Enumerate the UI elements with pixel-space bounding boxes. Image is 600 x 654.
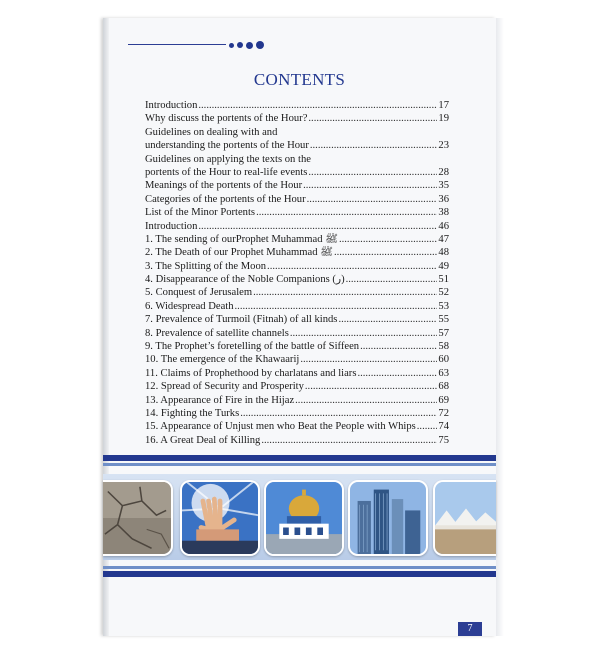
header-rule [128,44,226,45]
toc-entry-title: 4. Disappearance of the Noble Companions (ر) [145,274,345,286]
toc-entry [145,99,449,112]
toc-entry-title: Introduction [145,220,198,232]
header-dots [229,40,264,50]
toc-entry-page: 52 [438,287,449,299]
toc-entry-page: 46 [438,220,449,232]
toc-entry-title: 7. Prevalence of Turmoil (Fitnah) of all kinds [145,314,338,326]
dot-leader [198,220,437,233]
dot-leader [300,353,437,366]
toc-entry-title: 15. Appearance of Unjust men who Beat the People with Whips [145,421,416,433]
toc-entry-title: 6. Widespread Death [145,300,234,312]
decorative-band-top [103,455,496,461]
toc-entry [145,340,449,353]
toc-entry-title: Guidelines on applying the texts on the [145,153,311,165]
decorative-band-top-thin [103,463,496,466]
table-of-contents [145,99,449,447]
toc-entry-title: 12. Spread of Security and Prosperity [145,381,304,393]
toc-entry-page: 36 [438,193,449,205]
dot-leader [235,300,438,313]
page-title: CONTENTS [253,70,346,89]
toc-entry [145,233,449,246]
toc-entry [145,380,449,393]
toc-entry-page: 57 [438,327,449,339]
toc-entry [145,286,449,299]
toc-entry [145,260,449,273]
toc-entry [145,353,449,366]
toc-entry-title: portents of the Hour to real-life events [145,166,308,178]
toc-entry [145,139,449,152]
toc-entry-title: understanding the portents of the Hour [145,140,309,152]
toc-entry-page: 69 [438,394,449,406]
toc-entry-page: 63 [438,367,449,379]
toc-entry-page: 48 [438,247,449,259]
toc-entry-title: 2. The Death of our Prophet Muhammad ﷺ [145,247,333,259]
page-number: 7 [458,622,482,636]
toc-entry [145,246,449,259]
toc-entry-title: Why discuss the portents of the Hour? [145,113,308,125]
dot-leader [305,380,438,393]
raised-hand-photo [180,480,260,556]
toc-entry-title: 14. Fighting the Turks [145,407,240,419]
toc-entry-page: 51 [438,274,449,286]
dot-leader [295,394,437,407]
toc-entry [145,179,449,192]
toc-entry-title: 3. The Splitting of the Moon [145,260,267,272]
dot-leader [253,286,437,299]
toc-entry-page: 47 [438,233,449,245]
toc-entry [145,126,449,139]
decorative-band-bottom-thin [103,566,496,569]
toc-entry-title: 13. Appearance of Fire in the Hijaz [145,394,295,406]
toc-entry-title: 1. The sending of ourProphet Muhammad ﷺ [145,233,338,245]
dot-leader [334,246,437,259]
dot-leader [310,139,438,152]
dot-leader [338,313,437,326]
toc-entry-page: 72 [438,407,449,419]
toc-entry-page: 49 [438,260,449,272]
toc-entry-title: List of the Minor Portents [145,207,256,219]
tents-photo [433,480,496,556]
toc-entry-page: 68 [438,381,449,393]
decorative-band-bottom [103,571,496,577]
toc-entry-title: 8. Prevalence of satellite channels [145,327,289,339]
toc-entry-title: Meanings of the portents of the Hour [145,180,303,192]
toc-entry-page: 58 [438,341,449,353]
toc-entry [145,420,449,433]
toc-entry [145,367,449,380]
toc-entry-title: 9. The Prophet’s foretelling of the battle of Siffeen [145,341,360,353]
toc-entry [145,407,449,420]
toc-entry [145,112,449,125]
dot-leader [267,260,437,273]
dot-leader [198,99,437,112]
dot-leader [290,327,438,340]
toc-entry [145,394,449,407]
cracked-ground-photo [103,480,173,556]
dot-icon [237,42,243,48]
toc-entry [145,206,449,219]
dot-leader [339,233,437,246]
dot-icon [256,41,264,49]
toc-entry-page: 28 [438,166,449,178]
toc-entry-title: 11. Claims of Prophethood by charlatans and liars [145,367,357,379]
dot-leader [256,206,437,219]
toc-entry-title: Categories of the portents of the Hour [145,193,306,205]
dot-leader [346,273,438,286]
toc-entry [145,327,449,340]
toc-entry-page: 38 [438,207,449,219]
dot-icon [229,43,234,48]
dot-leader [240,407,437,420]
toc-entry-page: 23 [438,140,449,152]
page-edge [496,18,504,636]
toc-entry [145,313,449,326]
toc-entry [145,434,449,447]
toc-entry-title: Introduction [145,99,198,111]
toc-entry-title: 10. The emergence of the Khawaarij [145,354,300,366]
toc-entry [145,153,449,166]
dot-leader [303,179,437,192]
toc-entry-page: 60 [438,354,449,366]
skyscrapers-photo [348,480,428,556]
toc-entry-title: 16. A Great Deal of Killing [145,434,261,446]
toc-entry-page: 53 [438,300,449,312]
dot-leader [357,367,437,380]
dome-of-the-rock-photo [264,480,344,556]
dot-leader [307,193,438,206]
toc-entry-title: Guidelines on dealing with and [145,126,278,138]
toc-entry-page: 35 [438,180,449,192]
toc-entry-page: 75 [438,434,449,446]
toc-entry-page: 74 [438,421,449,433]
toc-entry [145,193,449,206]
toc-entry-page: 55 [438,314,449,326]
toc-entry-page: 19 [438,113,449,125]
toc-entry [145,220,449,233]
dot-leader [417,420,438,433]
toc-entry [145,300,449,313]
dot-leader [308,112,437,125]
dot-leader [261,434,437,447]
toc-entry [145,166,449,179]
toc-entry-page: 17 [438,99,449,111]
toc-entry-title: 5. Conquest of Jerusalem [145,287,253,299]
dot-leader [308,166,437,179]
dot-leader [360,340,437,353]
dot-icon [246,42,253,49]
toc-entry [145,273,449,286]
